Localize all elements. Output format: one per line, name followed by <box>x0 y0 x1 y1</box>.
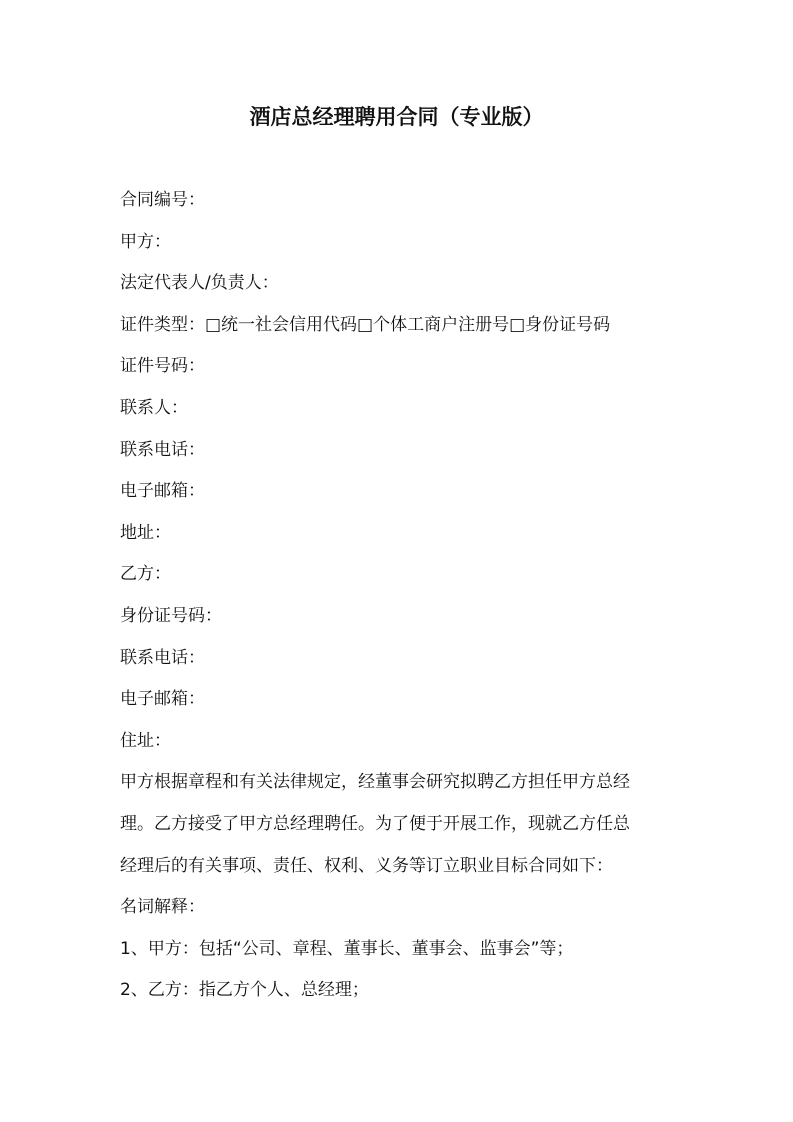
field-legal-representative: 法定代表人/负责人： <box>120 273 279 294</box>
definitions-heading: 名词解释： <box>120 897 205 918</box>
field-party-a: 甲方： <box>120 231 171 252</box>
field-party-b-email: 电子邮箱： <box>120 689 205 710</box>
document-title: 酒店总经理聘用合同（专业版） <box>249 105 544 129</box>
field-party-a-phone: 联系电话： <box>120 439 205 460</box>
intro-line: 理。乙方接受了甲方总经理聘任。为了便于开展工作，现就乙方任总 <box>120 813 630 834</box>
field-party-b: 乙方： <box>120 564 171 585</box>
field-contact-person: 联系人： <box>120 397 188 418</box>
field-party-a-email: 电子邮箱： <box>120 481 205 502</box>
intro-paragraph <box>120 768 680 880</box>
field-id-type: 证件类型：□统一社会信用代码□个体工商户注册号□身份证号码 <box>120 314 611 335</box>
definition-item: 1、甲方：包括“公司、章程、董事长、董事会、监事会”等； <box>120 938 574 959</box>
field-party-b-phone: 联系电话： <box>120 647 205 668</box>
intro-line: 甲方根据章程和有关法律规定，经董事会研究拟聘乙方担任甲方总经 <box>120 772 630 793</box>
field-party-a-address: 地址： <box>120 522 171 543</box>
field-party-b-id-number: 身份证号码： <box>120 605 222 626</box>
intro-line: 经理后的有关事项、责任、权利、义务等订立职业目标合同如下： <box>120 855 613 876</box>
definition-item: 2、乙方：指乙方个人、总经理； <box>120 980 369 1001</box>
document-body <box>120 186 680 1018</box>
field-contract-number: 合同编号： <box>120 190 205 210</box>
field-party-b-residence: 住址： <box>120 730 171 751</box>
field-id-number: 证件号码： <box>120 356 205 377</box>
